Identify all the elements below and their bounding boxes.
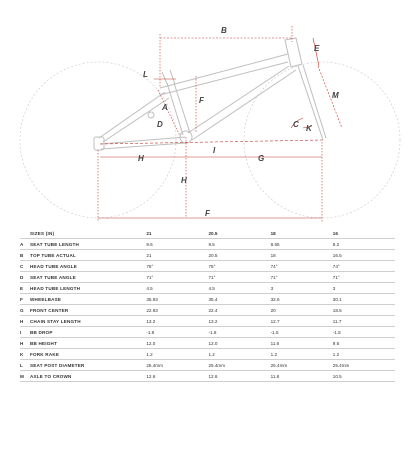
row-value: 25.4mm bbox=[271, 360, 333, 371]
row-value: 75° bbox=[208, 261, 270, 272]
row-value: 32.6 bbox=[271, 294, 333, 305]
table-row bbox=[20, 283, 395, 294]
row-code: D bbox=[20, 272, 30, 283]
row-name: SEAT POST DIAMETER bbox=[30, 360, 146, 371]
row-value: 35.4 bbox=[208, 294, 270, 305]
row-code: A bbox=[20, 239, 30, 250]
row-value: 12.6 bbox=[208, 371, 270, 382]
row-code: L bbox=[20, 360, 30, 371]
row-value: 25.4mm bbox=[333, 360, 395, 371]
row-value: 1.2 bbox=[146, 349, 208, 360]
row-name: BB HEIGHT bbox=[30, 338, 146, 349]
row-value: 8.2 bbox=[333, 239, 395, 250]
row-value: 11.8 bbox=[271, 371, 333, 382]
row-value: 11.6 bbox=[271, 338, 333, 349]
row-value: 1.2 bbox=[208, 349, 270, 360]
label-D: D bbox=[157, 120, 163, 129]
row-value: 74° bbox=[271, 261, 333, 272]
row-name: BB DROP bbox=[30, 327, 146, 338]
row-value: 18.5 bbox=[333, 305, 395, 316]
row-name: HEAD TUBE LENGTH bbox=[30, 283, 146, 294]
row-value: 12.0 bbox=[146, 338, 208, 349]
row-value: 9.5 bbox=[208, 239, 270, 250]
row-value: 12.7 bbox=[271, 316, 333, 327]
row-value: 21 bbox=[146, 250, 208, 261]
table-row bbox=[20, 294, 395, 305]
row-value: 35.93 bbox=[146, 294, 208, 305]
row-value: 74° bbox=[333, 261, 395, 272]
row-value: 20.5 bbox=[208, 250, 270, 261]
row-value: 9.6 bbox=[146, 239, 208, 250]
row-value: -1.8 bbox=[146, 327, 208, 338]
row-code: I bbox=[20, 327, 30, 338]
row-name: HEAD TUBE ANGLE bbox=[30, 261, 146, 272]
row-value: 9.6 bbox=[333, 338, 395, 349]
label-G: G bbox=[258, 154, 265, 163]
header-sizes-label: SIZES (IN) bbox=[30, 230, 55, 236]
row-value: 13.2 bbox=[146, 316, 208, 327]
table-row bbox=[20, 338, 395, 349]
row-value: 25.4mm bbox=[146, 360, 208, 371]
dimension-labels bbox=[138, 26, 339, 218]
label-F-vertical: F bbox=[199, 96, 204, 105]
row-value: 11.7 bbox=[333, 316, 395, 327]
row-value: 4.5 bbox=[208, 283, 270, 294]
label-A: A bbox=[162, 103, 168, 112]
label-E: E bbox=[314, 44, 320, 53]
table-row bbox=[20, 316, 395, 327]
row-value: -1.5 bbox=[271, 327, 333, 338]
row-code: H bbox=[20, 316, 30, 327]
row-value: 20 bbox=[271, 305, 333, 316]
row-value: 22.4 bbox=[208, 305, 270, 316]
row-code: C bbox=[20, 261, 30, 272]
row-name: FORK RAKE bbox=[30, 349, 146, 360]
label-L: L bbox=[143, 70, 148, 79]
geometry-table bbox=[20, 228, 395, 382]
table-row bbox=[20, 239, 395, 250]
label-B: B bbox=[221, 26, 227, 35]
row-name: SEAT TUBE ANGLE bbox=[30, 272, 146, 283]
row-value: 3 bbox=[333, 283, 395, 294]
table-row bbox=[20, 360, 395, 371]
row-value: 12.6 bbox=[146, 371, 208, 382]
table-row bbox=[20, 349, 395, 360]
row-value: 10.5 bbox=[333, 371, 395, 382]
table-header-row bbox=[20, 228, 395, 239]
row-value: 25.4mm bbox=[208, 360, 270, 371]
row-value: 71° bbox=[333, 272, 395, 283]
row-value: 3 bbox=[271, 283, 333, 294]
table-row bbox=[20, 261, 395, 272]
table-row bbox=[20, 272, 395, 283]
row-name: SEAT TUBE LENGTH bbox=[30, 239, 146, 250]
row-code: M bbox=[20, 371, 30, 382]
row-value: 71° bbox=[271, 272, 333, 283]
row-name: CHAIN STAY LENGTH bbox=[30, 316, 146, 327]
row-name: TOP TUBE ACTUAL bbox=[30, 250, 146, 261]
row-value: 1.2 bbox=[333, 349, 395, 360]
header-size-16: 16 bbox=[332, 230, 338, 236]
row-value: 18 bbox=[271, 250, 333, 261]
row-name: AXLE TO CROWN bbox=[30, 371, 146, 382]
label-I: I bbox=[213, 146, 216, 155]
row-value: 1.2 bbox=[271, 349, 333, 360]
table-row bbox=[20, 305, 395, 316]
row-value: 75° bbox=[146, 261, 208, 272]
row-value: 30.1 bbox=[333, 294, 395, 305]
header-size-20-5: 20.5 bbox=[208, 230, 218, 236]
label-H-chainstay: H bbox=[138, 154, 144, 163]
row-value: 13.2 bbox=[208, 316, 270, 327]
row-code: F bbox=[20, 294, 30, 305]
table-row bbox=[20, 371, 395, 382]
row-name: WHEELBASE bbox=[30, 294, 146, 305]
row-value: 4.5 bbox=[146, 283, 208, 294]
row-value: 8.65 bbox=[271, 239, 333, 250]
row-value: 22.93 bbox=[146, 305, 208, 316]
label-K: K bbox=[306, 124, 312, 133]
row-code: K bbox=[20, 349, 30, 360]
label-M: M bbox=[332, 91, 339, 100]
header-code-cell bbox=[20, 228, 30, 239]
label-F-horizontal: F bbox=[205, 209, 210, 218]
header-size-21: 21 bbox=[146, 230, 152, 236]
header-size-18: 18 bbox=[270, 230, 276, 236]
row-value: -1.5 bbox=[333, 327, 395, 338]
label-H-vertical: H bbox=[181, 176, 187, 185]
table-row bbox=[20, 327, 395, 338]
row-code: E bbox=[20, 283, 30, 294]
row-value: -1.8 bbox=[208, 327, 270, 338]
row-name: FRONT CENTER bbox=[30, 305, 146, 316]
row-value: 71° bbox=[146, 272, 208, 283]
row-value: 71° bbox=[208, 272, 270, 283]
row-code: B bbox=[20, 250, 30, 261]
table-row bbox=[20, 250, 395, 261]
label-C: C bbox=[293, 120, 299, 129]
row-code: G bbox=[20, 305, 30, 316]
row-code: H bbox=[20, 338, 30, 349]
row-value: 16.5 bbox=[333, 250, 395, 261]
bike-frame bbox=[94, 38, 326, 150]
row-value: 12.0 bbox=[208, 338, 270, 349]
